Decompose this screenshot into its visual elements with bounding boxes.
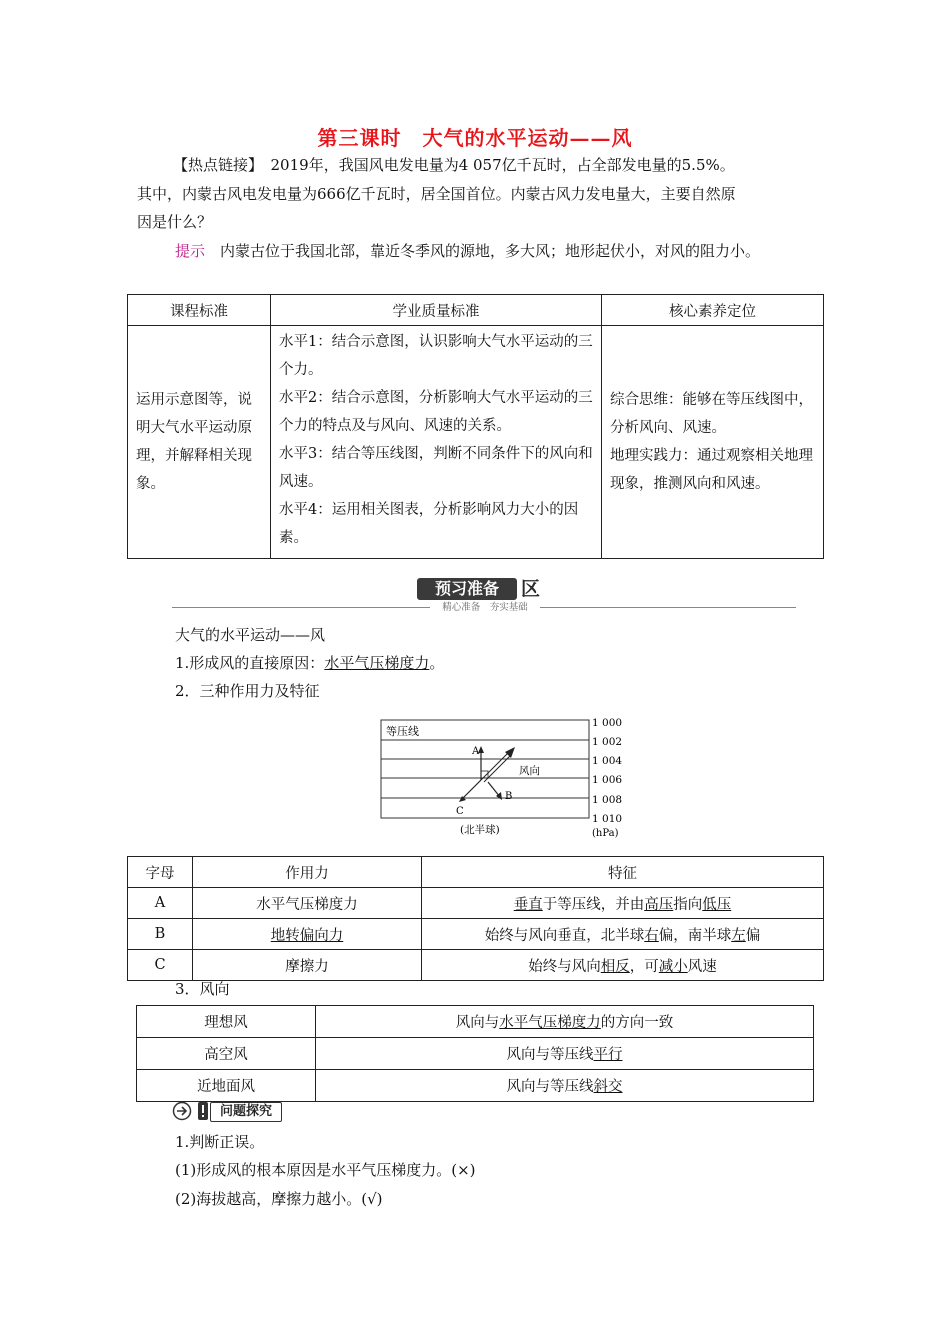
core-literacy-cell [602,326,824,559]
core-item-2: 地理实践力：通过观察相关地理现象，推测风向和风速。 [610,448,813,492]
pressure-value: 1 008 [592,794,623,806]
answer-blank: 低压 [702,896,732,913]
wind-type: 理想风 [137,1006,316,1038]
hint-text: 内蒙古位于我国北部，靠近冬季风的源地，多大风；地形起伏小，对风的阻力小。 [205,242,761,260]
answer-blank: 垂直 [513,896,543,913]
table-row [137,1006,814,1038]
wind-description [316,1006,814,1038]
quality-level-2: 水平2：结合示意图，分析影响大气水平运动的三个力的特点及与风向、风速的关系。 [279,390,593,434]
feature-text: 风速 [687,958,717,975]
feature-text: 始终与风向 [528,958,601,975]
answer-blank: 减小 [658,958,688,975]
wind-type: 高空风 [137,1038,316,1070]
desc-text: 风向与等压线 [506,1047,594,1063]
banner-main-text: 预习准备 [417,578,517,600]
force-c-label: C [456,806,464,817]
row-force: 水平气压梯度力 [193,888,422,919]
hot-link-label: 【热点链接】 [173,156,256,174]
quality-level-4: 水平4：运用相关图表，分析影响风力大小的因素。 [279,502,579,546]
force-a-label: A [472,746,480,757]
question-1: (1)形成风的根本原因是水平气压梯度力。(×) [175,1161,476,1179]
feature-text: 始终与风向垂直，北半球 [484,927,645,944]
feature-text: 偏 [745,927,761,944]
header-course: 课程标准 [128,295,271,326]
force-c-arrow [462,780,481,799]
table-row [137,1070,814,1102]
arrow-circle-icon [172,1101,194,1121]
forces-table [127,856,824,981]
banner-subtitle: 精心准备 夯实基础 [430,602,540,614]
feature-text: 偏，南半球 [658,927,732,944]
question-badge-label: 问题探究 [210,1102,282,1122]
answer-blank: 左 [731,927,746,944]
banner-qu-text: 区 [521,578,541,600]
answer-blank: 水平气压梯度力 [499,1015,601,1031]
header-force: 作用力 [193,857,422,888]
row-feature [422,888,824,919]
quality-level-3: 水平3：结合等压线图，判断不同条件下的风向和风速。 [279,446,593,490]
section-heading: 大气的水平运动——风 [175,626,326,644]
answer-blank: 相反 [600,958,630,975]
pressure-value: 1 000 [592,717,623,729]
feature-text: ，可 [629,958,659,975]
row-force [193,919,422,950]
feature-text: 于等压线，并由 [542,896,645,913]
hint-label: 提示 [175,242,206,260]
item-1-answer: 水平气压梯度力 [324,654,430,672]
table-row [128,888,824,919]
wind-arrowhead [505,747,515,758]
table-row [137,1038,814,1070]
row-letter: B [128,919,193,950]
desc-text: 风向与 [455,1015,500,1031]
wind-arrow [481,751,510,780]
wind-description [316,1038,814,1070]
page-title: 第三课时 大气的水平运动——风 [317,126,633,150]
table-row [128,919,824,950]
quality-standard-cell [271,326,602,559]
force-c-arrowhead [459,796,466,802]
header-quality: 学业质量标准 [271,295,602,326]
feature-text: 指向 [673,896,703,913]
answer-blank: 斜交 [593,1079,623,1095]
item-3: 3．风向 [175,980,230,998]
header-letter: 字母 [128,857,193,888]
row-feature [422,919,824,950]
pressure-value: 1 004 [592,755,623,767]
banner-rule-right [540,607,796,608]
pressure-value: 1 010 [592,813,623,825]
desc-text: 风向与等压线 [506,1079,594,1095]
banner-rule-left [172,607,430,608]
hot-link-line1: 2019年，我国风电发电量为4 057亿千瓦时，占全部发电量的5.5%。 [255,156,735,174]
force-b-label: B [505,791,513,802]
course-standard-cell: 运用示意图等，说明大气水平运动原理，并解释相关现象。 [128,326,271,559]
pressure-diagram [378,714,638,840]
section-banner [417,578,547,600]
header-feature: 特征 [422,857,824,888]
question-2: (2)海拔越高，摩擦力越小。(√) [175,1190,383,1208]
wind-label: 风向 [519,765,540,777]
pressure-value: 1 006 [592,774,623,786]
answer-blank: 地转偏向力 [270,927,344,944]
row-force: 摩擦力 [193,950,422,981]
wind-description [316,1070,814,1102]
standards-table [127,294,824,559]
hot-link-line2: 其中，内蒙古风电发电量为666亿千瓦时，居全国首位。内蒙古风力发电量大，主要自然原 [137,185,736,203]
item-2: 2．三种作用力及特征 [175,682,320,700]
hemisphere-caption: (北半球) [460,824,500,836]
pressure-value: 1 002 [592,736,623,748]
quality-level-1: 水平1：结合示意图，认识影响大气水平运动的三个力。 [279,334,593,378]
hot-link-line3: 因是什么？ [137,213,213,231]
hint-paragraph [175,237,835,265]
exclamation-icon [198,1102,208,1120]
desc-text: 的方向一致 [600,1015,674,1031]
row-letter: A [128,888,193,919]
item-1-prefix: 1.形成风的直接原因： [175,654,325,672]
answer-blank: 高压 [644,896,674,913]
wind-type: 近地面风 [137,1070,316,1102]
item-1 [175,649,865,677]
wind-direction-table [136,1005,814,1102]
isobar-label: 等压线 [386,725,419,738]
header-core: 核心素养定位 [602,295,824,326]
answer-blank: 右 [644,927,659,944]
question-intro: 1.判断正误。 [175,1133,265,1151]
answer-blank: 平行 [593,1047,623,1063]
hot-link-paragraph [137,151,827,179]
item-1-suffix: 。 [429,654,445,672]
pressure-unit: (hPa) [592,828,619,839]
row-letter: C [128,950,193,981]
core-item-1: 综合思维：能够在等压线图中，分析风向、风速。 [610,392,813,436]
